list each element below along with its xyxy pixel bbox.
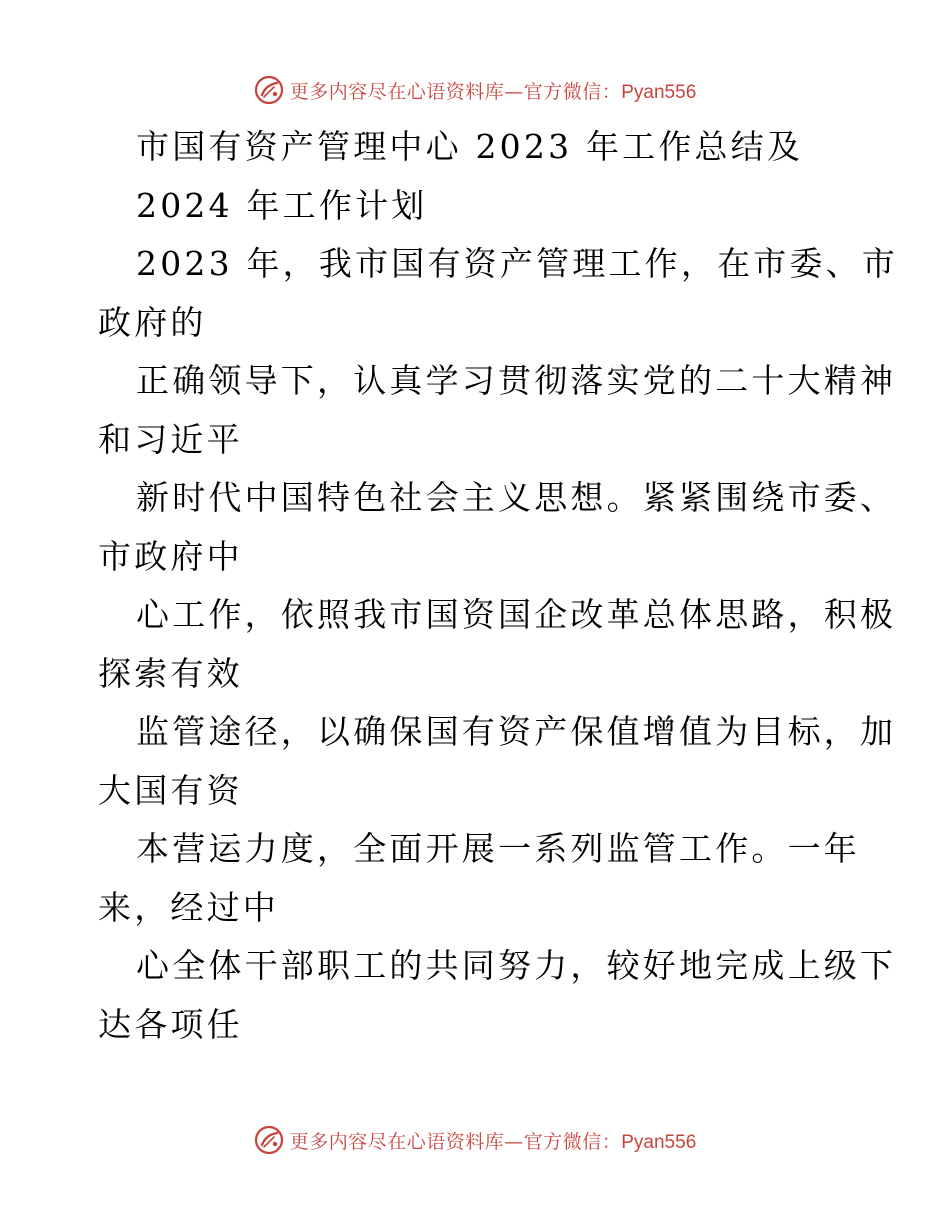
seal-logo-icon [254, 1125, 284, 1155]
paragraph-line: 大国有资 [98, 770, 243, 810]
footer-watermark [0, 1122, 950, 1158]
paragraph-line: 正确领导下，认真学习贯彻落实党的二十大精神 [136, 361, 897, 400]
paragraph-line: 新时代中国特色社会主义思想。紧紧围绕市委、 [136, 478, 897, 517]
watermark-text: 更多内容尽在心语资料库—官方微信：Pyan556 [289, 1130, 697, 1153]
paragraph-line: 探索有效 [98, 653, 243, 693]
paragraph-line: 2023 年，我市国有资产管理工作，在市委、市 [136, 244, 899, 283]
paragraph-line: 和习近平 [98, 419, 243, 459]
watermark-text: 更多内容尽在心语资料库—官方微信：Pyan556 [289, 80, 697, 103]
paragraph-line: 市政府中 [98, 536, 243, 576]
paragraph-line: 本营运力度，全面开展一系列监管工作。一年 [136, 829, 860, 868]
paragraph-line: 心全体干部职工的共同努力，较好地完成上级下 [136, 946, 897, 985]
doc-title-line-1: 市国有资产管理中心 2023 年工作总结及 [136, 127, 804, 166]
paragraph-line: 监管途径，以确保国有资产保值增值为目标，加 [136, 712, 897, 751]
paragraph-line: 心工作，依照我市国资国企改革总体思路，积极 [136, 595, 897, 634]
paragraph-line: 政府的 [98, 302, 207, 342]
header-watermark [0, 72, 950, 108]
seal-logo-icon [254, 75, 284, 105]
paragraph-line: 达各项任 [98, 1004, 243, 1044]
paragraph-line: 来，经过中 [98, 887, 279, 927]
doc-title-line-2: 2024 年工作计划 [136, 185, 428, 225]
document-body [98, 118, 899, 1054]
